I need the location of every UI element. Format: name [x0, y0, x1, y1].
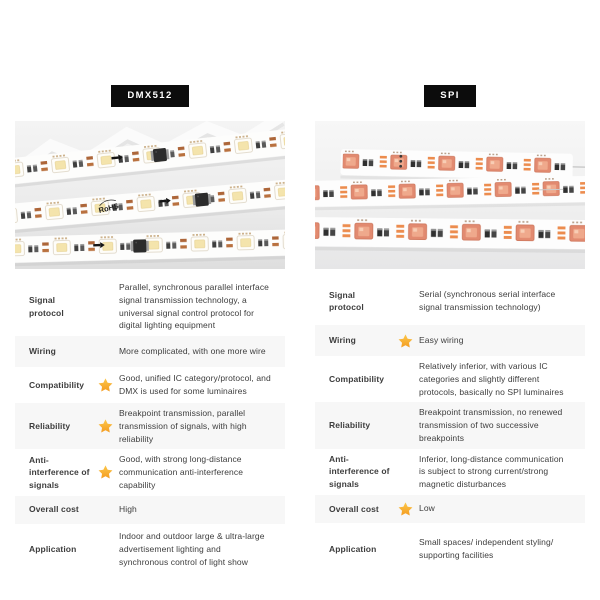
star-cell: [391, 502, 419, 516]
row-value: Inferior, long-distance communication is subject to strong current/strong magnetic disturbances: [419, 453, 564, 489]
row-value: Small spaces/ independent styling/ supporting facilities: [419, 537, 554, 560]
row-label: Anti-interference of signals: [329, 454, 390, 489]
star-cell: [91, 419, 119, 433]
star-cell: [91, 543, 119, 557]
row-label: Overall cost: [29, 504, 79, 515]
rohs-label: RoHS: [97, 201, 120, 215]
star-cell: [91, 378, 119, 392]
row-value: Breakpoint transmission, parallel transmission of signals, with high reliability: [119, 408, 247, 444]
row-value: Low: [419, 503, 435, 514]
row-label: Compatibility: [329, 373, 385, 384]
badge-row: [315, 85, 585, 106]
row-label: Wiring: [29, 346, 56, 357]
dmx512-led-strip-photo: [15, 121, 285, 269]
table-row: [15, 277, 285, 336]
table-row: [15, 449, 285, 495]
row-value: Relatively inferior, with various IC categories and slightly different protocols, basically no SPI luminaires: [419, 361, 564, 397]
row-label: Anti-interference of signals: [29, 454, 90, 490]
star-cell: [391, 418, 419, 432]
row-label: Signal protocol: [29, 295, 64, 318]
star-cell: [91, 345, 119, 359]
table-row: [315, 523, 585, 575]
star-cell: [91, 465, 119, 479]
row-label: Signal protocol: [329, 289, 364, 312]
row-value: Easy wiring: [419, 335, 464, 346]
column-spi: [315, 85, 585, 576]
spi-badge: SPI: [424, 85, 476, 107]
star-icon: [398, 334, 413, 348]
table-row: [315, 325, 585, 356]
table-row: [15, 336, 285, 367]
table-row: [315, 277, 585, 325]
table-row: [315, 495, 585, 523]
row-label: Wiring: [329, 335, 356, 346]
column-dmx512: [15, 85, 285, 576]
row-label: Compatibility: [29, 379, 85, 390]
row-value: Serial (synchronous serial interface signal transmission technology): [419, 289, 556, 312]
star-icon: [398, 502, 413, 516]
row-label: Reliability: [29, 420, 71, 431]
star-cell: [391, 372, 419, 386]
star-cell: [391, 542, 419, 556]
table-row: [15, 367, 285, 403]
row-label: Overall cost: [329, 503, 379, 514]
row-value: Good, unified IC category/protocol, and DMX is used for some luminaires: [119, 373, 271, 396]
row-value: Parallel, synchronous parallel interface signal transmission technology, a universal signal control protocol for digital lighting equipment: [119, 282, 269, 331]
star-icon: [98, 419, 113, 433]
table-row: [15, 524, 285, 576]
star-cell: [91, 503, 119, 517]
star-cell: [391, 465, 419, 479]
star-cell: [91, 300, 119, 314]
row-label: Application: [329, 543, 377, 554]
row-value: Indoor and outdoor large & ultra-large advertisement lighting and synchronous control of light show: [119, 531, 265, 567]
badge-row: [15, 85, 285, 106]
dmx512-badge: DMX512: [111, 85, 188, 107]
table-row: [315, 449, 585, 495]
table-row: [315, 402, 585, 448]
row-value: Good, with strong long-distance communication anti-interference capability: [119, 454, 244, 490]
row-value: High: [119, 504, 137, 515]
star-icon: [98, 378, 113, 392]
spi-comparison-table: [315, 277, 585, 575]
row-label: Reliability: [329, 420, 371, 431]
row-label: Application: [29, 544, 77, 555]
table-row: [15, 403, 285, 449]
table-row: [315, 356, 585, 402]
star-icon: [98, 465, 113, 479]
led-strip-row-2: [315, 176, 585, 211]
star-cell: [391, 294, 419, 308]
row-value: More complicated, with one more wire: [119, 346, 266, 357]
star-cell: [391, 334, 419, 348]
table-row: [15, 496, 285, 524]
spi-led-strip-photo: [315, 121, 585, 269]
row-value: Breakpoint transmission, no renewed transmission of two successive breakpoints: [419, 407, 563, 443]
dmx512-comparison-table: [15, 277, 285, 576]
